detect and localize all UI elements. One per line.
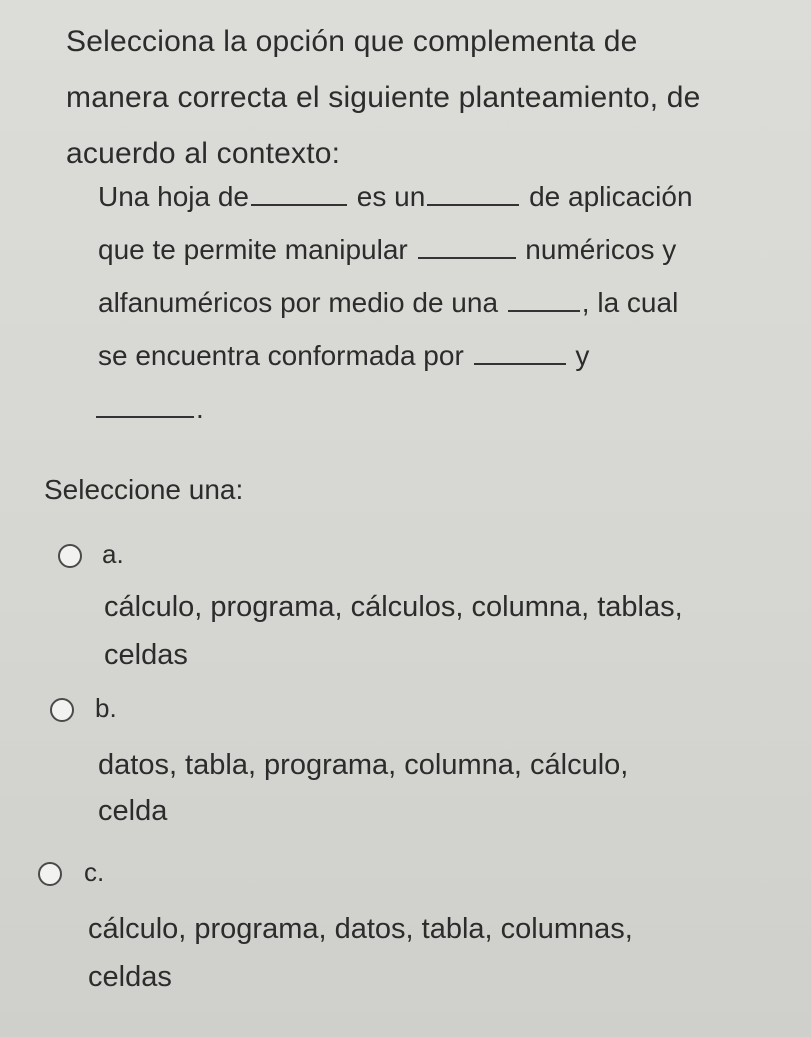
statement-row	[98, 382, 798, 435]
statement-row	[98, 223, 798, 276]
blank-2	[427, 180, 519, 206]
radio-option-a[interactable]	[58, 544, 82, 568]
option-text-line[interactable]: celda	[98, 795, 168, 827]
option-text-line[interactable]: celdas	[104, 639, 188, 671]
option-letter: b.	[95, 693, 117, 723]
statement-text: .	[196, 393, 204, 424]
statement-text: de aplicación	[529, 181, 693, 212]
statement-row	[98, 329, 798, 382]
fill-in-statement	[98, 170, 798, 435]
question-text	[66, 14, 786, 182]
option-text-line[interactable]: celdas	[88, 961, 172, 993]
blank-3	[418, 233, 516, 259]
option-text-line[interactable]: cálculo, programa, datos, tabla, columnas,	[88, 913, 633, 945]
option-text-line[interactable]: cálculo, programa, cálculos, columna, tablas,	[104, 591, 683, 623]
blank-5	[474, 339, 566, 365]
question-line: acuerdo al contexto:	[66, 137, 341, 170]
statement-row	[98, 170, 798, 223]
statement-text: numéricos y	[525, 234, 677, 265]
radio-option-c[interactable]	[38, 862, 62, 886]
question-line: Selecciona la opción que complementa de	[66, 25, 638, 58]
question-line: manera correcta el siguiente planteamiento, de	[66, 81, 701, 114]
statement-text: Una hoja de	[98, 181, 250, 212]
option-letter: c.	[84, 857, 105, 887]
blank-1	[251, 180, 347, 206]
statement-text: alfanuméricos por medio de una	[98, 287, 499, 318]
statement-text: y	[575, 340, 590, 371]
blank-6	[96, 392, 194, 418]
option-letter: a.	[102, 539, 124, 569]
statement-text: que te permite manipular	[98, 234, 408, 265]
statement-row	[98, 276, 798, 329]
radio-option-b[interactable]	[50, 698, 74, 722]
statement-text: es un	[356, 181, 426, 212]
statement-text: se encuentra conformada por	[98, 340, 464, 371]
select-prompt: Seleccione una:	[44, 474, 244, 505]
option-text-line[interactable]: datos, tabla, programa, columna, cálculo,	[98, 749, 629, 781]
statement-text: , la cual	[581, 287, 679, 318]
blank-4	[508, 286, 580, 312]
